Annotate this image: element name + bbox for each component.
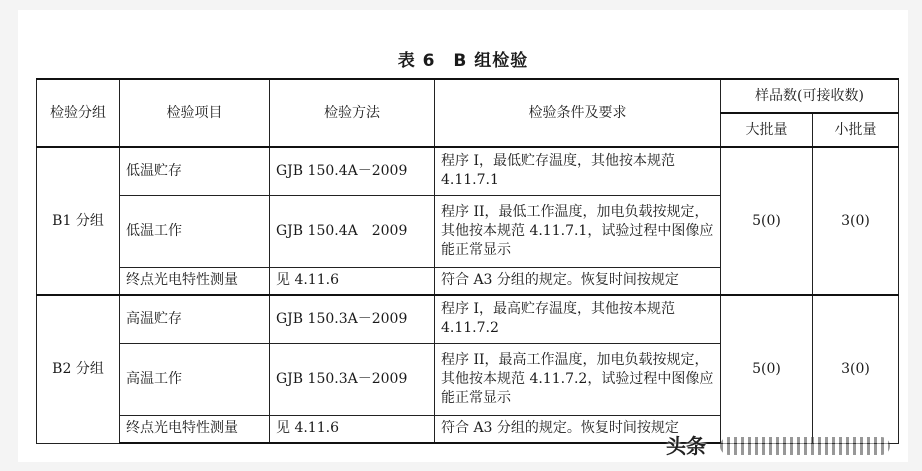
watermark-pattern: [720, 437, 890, 455]
watermark-logo: 头条: [666, 434, 706, 458]
header-large-batch: 大批量: [721, 113, 813, 147]
large-batch-cell: 5(0): [721, 295, 813, 443]
item-cell: 低温贮存: [120, 147, 270, 195]
item-cell: 终点光电特性测量: [120, 267, 270, 295]
header-small-batch: 小批量: [813, 113, 899, 147]
table-row: [37, 295, 899, 343]
method-cell: 见 4.11.6: [270, 415, 435, 443]
method-cell: GJB 150.4A－2009: [270, 147, 435, 195]
condition-cell: 程序 I，最低贮存温度，其他按本规范 4.11.7.1: [435, 147, 721, 195]
header-sample: 样品数(可接收数): [721, 79, 899, 113]
item-cell: 高温工作: [120, 343, 270, 415]
large-batch-cell: 5(0): [721, 147, 813, 295]
item-cell: 终点光电特性测量: [120, 415, 270, 443]
method-cell: 见 4.11.6: [270, 267, 435, 295]
item-cell: 低温工作: [120, 195, 270, 267]
condition-cell: 程序 I，最高贮存温度，其他按本规范 4.11.7.2: [435, 295, 721, 343]
document-page: [18, 10, 908, 462]
header-condition: 检验条件及要求: [435, 79, 721, 147]
header-item: 检验项目: [120, 79, 270, 147]
item-cell: 高温贮存: [120, 295, 270, 343]
header-method: 检验方法: [270, 79, 435, 147]
small-batch-cell: 3(0): [813, 295, 899, 443]
small-batch-cell: 3(0): [813, 147, 899, 295]
watermark: [656, 430, 904, 460]
group-name: B2 分组: [37, 295, 120, 443]
b-group-inspection-table: [36, 78, 899, 444]
table-row: [37, 147, 899, 195]
table-title: 表 6 B 组检验: [397, 51, 529, 71]
condition-cell: 符合 A3 分组的规定。恢复时间按规定: [435, 267, 721, 295]
method-cell: GJB 150.3A－2009: [270, 343, 435, 415]
condition-cell: 程序 II，最低工作温度，加电负载按规定，其他按本规范 4.11.7.1，试验过程中图像应能正常显示: [435, 195, 721, 267]
condition-cell: 符合 A3 分组的规定。恢复时间按规定: [435, 415, 721, 443]
header-group: 检验分组: [37, 79, 120, 147]
condition-cell: 程序 II，最高工作温度，加电负载按规定，其他按本规范 4.11.7.2，试验过程中图像应能正常显示: [435, 343, 721, 415]
method-cell: GJB 150.3A－2009: [270, 295, 435, 343]
method-cell: GJB 150.4A 2009: [270, 195, 435, 267]
group-name: B1 分组: [37, 147, 120, 295]
